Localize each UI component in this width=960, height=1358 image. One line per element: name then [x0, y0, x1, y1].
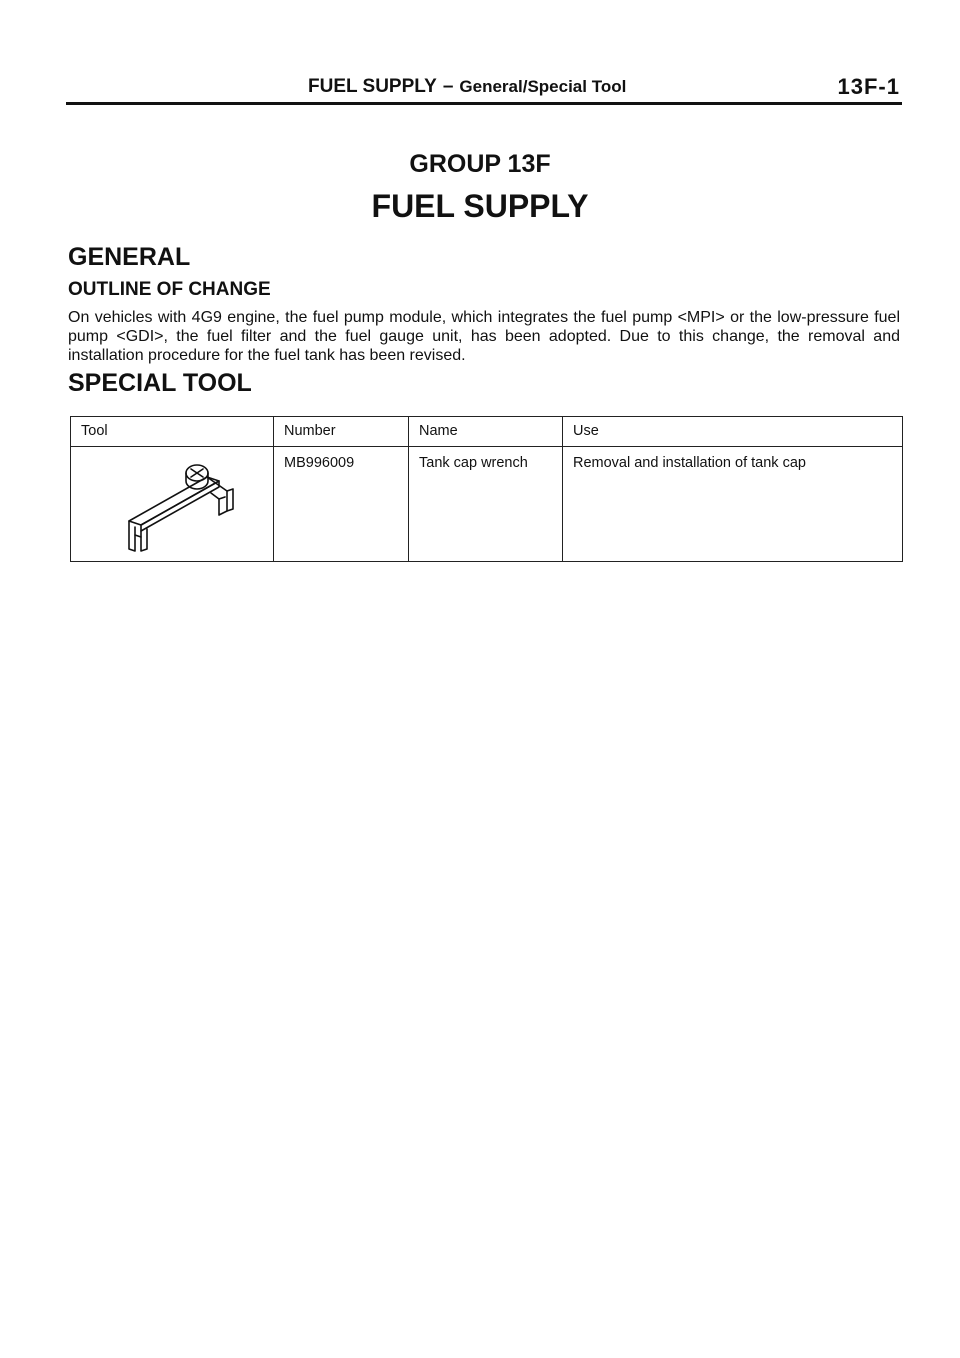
header-section: FUEL SUPPLY: [308, 76, 437, 97]
group-title: FUEL SUPPLY: [371, 188, 589, 224]
column-header-number: Number: [274, 417, 409, 447]
outline-heading: OUTLINE OF CHANGE: [68, 279, 271, 300]
header-separator: –: [442, 76, 454, 97]
general-heading: GENERAL: [68, 243, 191, 271]
page-header: [66, 72, 902, 105]
tool-image-cell: [71, 447, 274, 562]
column-header-name: Name: [409, 417, 563, 447]
tool-use: Removal and installation of tank cap: [563, 447, 903, 562]
page-number: 13F-1: [837, 74, 900, 99]
header-section-title: [308, 76, 626, 98]
header-subsection: General/Special Tool: [459, 77, 627, 96]
tool-name: Tank cap wrench: [409, 447, 563, 562]
tank-cap-wrench-icon: [115, 451, 245, 555]
table-row: [71, 447, 903, 562]
column-header-use: Use: [563, 417, 903, 447]
tool-number: MB996009: [274, 447, 409, 562]
special-tool-heading: SPECIAL TOOL: [68, 369, 252, 397]
column-header-tool: Tool: [71, 417, 274, 447]
group-label: GROUP 13F: [409, 150, 551, 178]
table-header-row: [71, 417, 903, 447]
special-tool-table: [70, 416, 903, 562]
outline-paragraph: On vehicles with 4G9 engine, the fuel pump module, which integrates the fuel pump <MPI> or the low-pressure fuel pump <GDI>, the fuel filter and the fuel gauge unit, has been adopted. Due to this change, the removal and installation procedure for the fuel tank has been revised.: [68, 309, 900, 364]
